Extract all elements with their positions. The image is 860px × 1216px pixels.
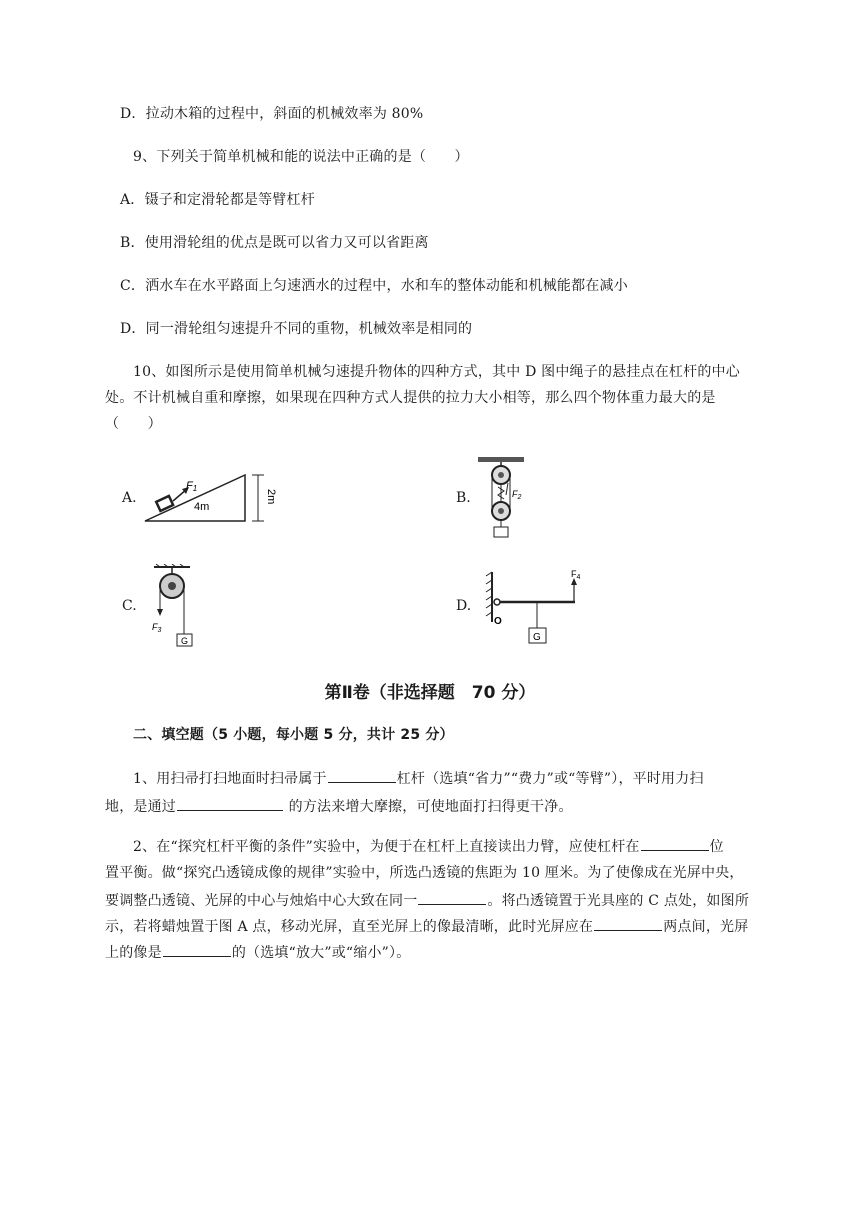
force-label-f2: $F_2$ xyxy=(512,489,522,501)
fill2-line3: 要调整凸透镜、光屏的中心与烛焰中心大致在同一 。将凸透镜置于光具座的 C 点处，如图所 xyxy=(105,889,749,911)
force-label-f4: $F_4$ xyxy=(571,569,581,581)
section2-heading: 二、填空题（5 小题，每小题 5 分，共计 25 分） xyxy=(133,727,454,743)
blank-1[interactable] xyxy=(328,767,396,783)
figure-d-lever xyxy=(480,566,590,650)
force-label-f3: $F_3$ xyxy=(152,622,162,634)
q9-option-a: A．镊子和定滑轮都是等臂杠杆 xyxy=(120,192,315,208)
blank-3[interactable] xyxy=(641,835,709,851)
force-arrow-f2 xyxy=(506,483,508,495)
figure-c-fixed-pulley xyxy=(146,564,206,650)
pivot-label: O xyxy=(494,616,502,627)
q10-stem-line2: 处。不计机械自重和摩擦，如果现在四种方式人提供的拉力大小相等，那么四个物体重力最大的是 xyxy=(105,390,716,406)
fill2-line2: 置平衡。做“探究凸透镜成像的规律”实验中，所选凸透镜的焦距为 10 厘米。为了使像成在光屏中央， xyxy=(105,865,744,881)
height-label: 2m xyxy=(265,489,277,505)
figure-b-pulley-block xyxy=(474,455,554,543)
q10-label-c: C. xyxy=(122,598,137,614)
figure-a-incline xyxy=(140,465,280,530)
blank-5[interactable] xyxy=(594,915,662,931)
blank-4[interactable] xyxy=(418,889,486,905)
fill1-line2: 地，是通过 的方法来增大摩擦，可使地面打扫得更干净。 xyxy=(105,795,573,817)
weight-label: G xyxy=(181,636,189,646)
fill1-line1: 1、用扫帚打扫地面时扫帚属于 杠杆（选填“省力”“费力”或“等臂”），平时用力扫 xyxy=(133,767,704,789)
q8-option-d: D．拉动木箱的过程中，斜面的机械效率为 80% xyxy=(120,106,424,122)
q9-option-b: B．使用滑轮组的优点是既可以省力又可以省距离 xyxy=(120,235,429,251)
length-label: 4m xyxy=(194,501,210,513)
blank-2[interactable] xyxy=(177,795,283,811)
q10-label-b: B. xyxy=(456,490,471,506)
q10-stem-line1: 10、如图所示是使用简单机械匀速提升物体的四种方式，其中 D 图中绳子的悬挂点在杠杆的中心 xyxy=(133,364,740,380)
weight-box xyxy=(494,527,508,537)
pivot xyxy=(494,599,500,605)
q9-stem: 9、下列关于简单机械和能的说法中正确的是（ ） xyxy=(133,149,469,165)
q10-stem-line3: （ ） xyxy=(105,416,162,432)
part2-title: 第Ⅱ卷（非选择题 70 分） xyxy=(324,683,536,703)
q10-label-a: A. xyxy=(122,490,137,506)
q9-option-c: C．洒水车在水平路面上匀速洒水的过程中，水和车的整体动能和机械能都在减小 xyxy=(120,278,628,294)
ceiling xyxy=(478,457,524,462)
force-label-f1: F1 xyxy=(186,480,198,493)
fill2-line5: 上的像是 的（选填“放大”或“缩小”）。 xyxy=(105,941,410,963)
fill2-line1: 2、在“探究杠杆平衡的条件”实验中，为便于在杠杆上直接读出力臂，应使杠杆在 位 xyxy=(133,835,724,857)
q10-label-d: D. xyxy=(456,598,472,614)
blank-6[interactable] xyxy=(163,941,231,957)
incline-triangle xyxy=(145,475,245,521)
weight-label: G xyxy=(533,632,541,643)
q9-option-d: D．同一滑轮组匀速提升不同的重物，机械效率是相同的 xyxy=(120,321,473,337)
fill2-line4: 示，若将蜡烛置于图 A 点，移动光屏，直至光屏上的像最清晰，此时光屏应在 两点间，光屏 xyxy=(105,915,748,937)
